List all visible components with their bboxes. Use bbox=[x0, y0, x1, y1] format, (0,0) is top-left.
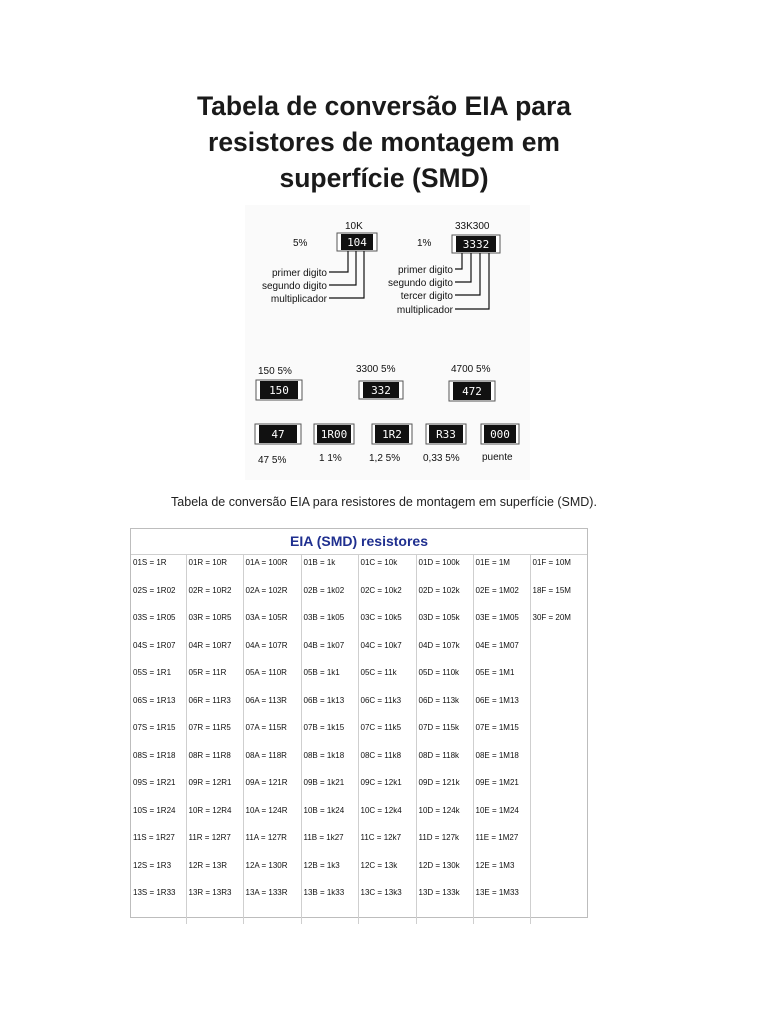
table-cell: 06B = 1k13 bbox=[301, 693, 358, 721]
ex2-label-3: tercer digito bbox=[400, 291, 453, 302]
table-cell: 10E = 1M24 bbox=[473, 803, 530, 831]
row3-bottom-4: 0,33 5% bbox=[423, 453, 460, 464]
table-cell: 03D = 105k bbox=[416, 610, 473, 638]
ex2-label-4: multiplicador bbox=[396, 305, 453, 316]
ex1-value: 10K bbox=[345, 221, 363, 232]
table-cell: 09C = 12k1 bbox=[358, 775, 416, 803]
table-cell: 07A = 115R bbox=[243, 720, 301, 748]
smd-diagram bbox=[245, 205, 530, 480]
eia-code-grid bbox=[131, 555, 587, 924]
table-cell: 07C = 11k5 bbox=[358, 720, 416, 748]
table-cell: 10D = 124k bbox=[416, 803, 473, 831]
table-cell: 08B = 1k18 bbox=[301, 748, 358, 776]
table-cell: 01E = 1M bbox=[473, 555, 530, 583]
table-row bbox=[131, 665, 587, 693]
table-cell bbox=[530, 693, 587, 721]
table-cell: 03B = 1k05 bbox=[301, 610, 358, 638]
ex2-code: 3332 bbox=[462, 238, 490, 251]
row3-bottom-1: 47 5% bbox=[258, 455, 287, 466]
table-cell: 10A = 124R bbox=[243, 803, 301, 831]
table-row bbox=[131, 803, 587, 831]
table-cell: 03C = 10k5 bbox=[358, 610, 416, 638]
table-cell: 09E = 1M21 bbox=[473, 775, 530, 803]
table-cell: 12A = 130R bbox=[243, 858, 301, 886]
table-row bbox=[131, 775, 587, 803]
ex1-tolerance: 5% bbox=[293, 238, 308, 249]
table-cell bbox=[530, 720, 587, 748]
table-cell: 08C = 11k8 bbox=[358, 748, 416, 776]
table-cell bbox=[530, 665, 587, 693]
table-cell: 10S = 1R24 bbox=[131, 803, 186, 831]
table-cell: 07R = 11R5 bbox=[186, 720, 243, 748]
table-cell: 04A = 107R bbox=[243, 638, 301, 666]
row3-code-2: 1R00 bbox=[320, 428, 348, 441]
ex2-value: 33K300 bbox=[455, 221, 490, 232]
table-cell: 11D = 127k bbox=[416, 830, 473, 858]
ex1-code: 104 bbox=[347, 236, 367, 249]
row2-top-2: 3300 5% bbox=[356, 364, 396, 375]
table-cell: 09R = 12R1 bbox=[186, 775, 243, 803]
table-cell: 11E = 1M27 bbox=[473, 830, 530, 858]
table-cell: 06S = 1R13 bbox=[131, 693, 186, 721]
table-cell: 01S = 1R bbox=[131, 555, 186, 583]
table-cell: 02C = 10k2 bbox=[358, 583, 416, 611]
row3-code-1: 47 bbox=[271, 428, 285, 441]
table-cell: 08E = 1M18 bbox=[473, 748, 530, 776]
table-cell: 13C = 13k3 bbox=[358, 885, 416, 924]
table-cell bbox=[530, 748, 587, 776]
table-cell: 13S = 1R33 bbox=[131, 885, 186, 924]
table-cell: 09D = 121k bbox=[416, 775, 473, 803]
table-cell: 05B = 1k1 bbox=[301, 665, 358, 693]
table-cell: 03A = 105R bbox=[243, 610, 301, 638]
table-cell: 09S = 1R21 bbox=[131, 775, 186, 803]
title-line-1: Tabela de conversão EIA para bbox=[196, 91, 572, 121]
table-cell bbox=[530, 830, 587, 858]
table-cell: 04B = 1k07 bbox=[301, 638, 358, 666]
table-row bbox=[131, 583, 587, 611]
table-row bbox=[131, 693, 587, 721]
table-cell: 02E = 1M02 bbox=[473, 583, 530, 611]
smd-code-figure bbox=[245, 205, 530, 480]
row3-code-5: 000 bbox=[490, 428, 510, 441]
table-cell: 12S = 1R3 bbox=[131, 858, 186, 886]
table-cell: 09A = 121R bbox=[243, 775, 301, 803]
table-cell: 08R = 11R8 bbox=[186, 748, 243, 776]
table-cell: 12C = 13k bbox=[358, 858, 416, 886]
table-cell: 11C = 12k7 bbox=[358, 830, 416, 858]
figure-caption: Tabela de conversão EIA para resistores de montagem em superfície (SMD). bbox=[171, 495, 597, 509]
table-cell: 12R = 13R bbox=[186, 858, 243, 886]
table-cell: 08S = 1R18 bbox=[131, 748, 186, 776]
table-cell: 03R = 10R5 bbox=[186, 610, 243, 638]
table-cell: 06D = 113k bbox=[416, 693, 473, 721]
table-cell: 05S = 1R1 bbox=[131, 665, 186, 693]
table-cell bbox=[530, 775, 587, 803]
table-cell: 08D = 118k bbox=[416, 748, 473, 776]
ex1-label-3: multiplicador bbox=[270, 294, 327, 305]
table-cell: 07S = 1R15 bbox=[131, 720, 186, 748]
table-row bbox=[131, 748, 587, 776]
ex2-leader-lines bbox=[455, 253, 489, 309]
row3-code-3: 1R2 bbox=[382, 428, 402, 441]
table-cell: 04R = 10R7 bbox=[186, 638, 243, 666]
table-cell: 02S = 1R02 bbox=[131, 583, 186, 611]
table-cell: 01A = 100R bbox=[243, 555, 301, 583]
table-cell: 01F = 10M bbox=[532, 558, 571, 567]
table-cell: 12E = 1M3 bbox=[473, 858, 530, 886]
table-cell: 04D = 107k bbox=[416, 638, 473, 666]
table-cell: 13B = 1k33 bbox=[301, 885, 358, 924]
table-body bbox=[131, 555, 587, 924]
table-cell: 05E = 1M1 bbox=[473, 665, 530, 693]
table-cell: 13D = 133k bbox=[416, 885, 473, 924]
table-cell: 07E = 1M15 bbox=[473, 720, 530, 748]
table-cell: 07B = 1k15 bbox=[301, 720, 358, 748]
table-cell: 13R = 13R3 bbox=[186, 885, 243, 924]
row2-code-3: 472 bbox=[462, 385, 482, 398]
table-cell: 06R = 11R3 bbox=[186, 693, 243, 721]
table-cell: 02D = 102k bbox=[416, 583, 473, 611]
table-row bbox=[131, 610, 587, 638]
ex1-label-2: segundo digito bbox=[261, 281, 327, 292]
table-cell: 12D = 130k bbox=[416, 858, 473, 886]
table-cell: 11R = 12R7 bbox=[186, 830, 243, 858]
table-row bbox=[131, 638, 587, 666]
table-cell: 10B = 1k24 bbox=[301, 803, 358, 831]
table-cell: 04S = 1R07 bbox=[131, 638, 186, 666]
table-row bbox=[131, 885, 587, 924]
table-cell: 12B = 1k3 bbox=[301, 858, 358, 886]
page-title bbox=[150, 88, 618, 196]
table-cell bbox=[530, 885, 587, 924]
table-cell: 05A = 110R bbox=[243, 665, 301, 693]
ex2-tolerance: 1% bbox=[417, 238, 432, 249]
ex1-label-1: primer digito bbox=[271, 268, 327, 279]
table-cell: 06A = 113R bbox=[243, 693, 301, 721]
table-cell: 05C = 11k bbox=[358, 665, 416, 693]
table-cell: 01D = 100k bbox=[416, 555, 473, 583]
table-cell bbox=[530, 638, 587, 666]
table-cell: 05R = 11R bbox=[186, 665, 243, 693]
table-cell: 11B = 1k27 bbox=[301, 830, 358, 858]
row2-code-2: 332 bbox=[371, 384, 391, 397]
table-cell: 09B = 1k21 bbox=[301, 775, 358, 803]
table-header: EIA (SMD) resistores bbox=[131, 529, 587, 555]
row3-code-4: R33 bbox=[436, 428, 456, 441]
table-cell: 03S = 1R05 bbox=[131, 610, 186, 638]
table-cell: 07D = 115k bbox=[416, 720, 473, 748]
row2-code-1: 150 bbox=[269, 384, 289, 397]
table-row bbox=[131, 830, 587, 858]
row3-bottom-5: puente bbox=[482, 452, 513, 463]
table-cell: 08A = 118R bbox=[243, 748, 301, 776]
table-cell: 18F = 15M bbox=[532, 585, 571, 595]
title-line-2: resistores de montagem em bbox=[208, 127, 560, 157]
ex2-label-2: segundo digito bbox=[387, 278, 453, 289]
table-cell bbox=[530, 803, 587, 831]
ex1-leader-lines bbox=[329, 251, 364, 298]
table-row bbox=[131, 555, 587, 583]
ex2-label-1: primer digito bbox=[397, 265, 453, 276]
table-cell: 03E = 1M05 bbox=[473, 610, 530, 638]
table-cell: 02B = 1k02 bbox=[301, 583, 358, 611]
row3-bottom-2: 1 1% bbox=[319, 453, 342, 464]
table-cell: 05D = 110k bbox=[416, 665, 473, 693]
table-cell: 02A = 102R bbox=[243, 583, 301, 611]
row3-bottom-3: 1,2 5% bbox=[369, 453, 401, 464]
table-cell: 11A = 127R bbox=[243, 830, 301, 858]
table-cell: 11S = 1R27 bbox=[131, 830, 186, 858]
table-cell: 04E = 1M07 bbox=[473, 638, 530, 666]
title-line-3: superfície (SMD) bbox=[279, 163, 489, 193]
table-cell: 10C = 12k4 bbox=[358, 803, 416, 831]
row2-top-1: 150 5% bbox=[258, 366, 292, 377]
table-cell: 01C = 10k bbox=[358, 555, 416, 583]
table-cell: 01B = 1k bbox=[301, 555, 358, 583]
table-cell: 06C = 11k3 bbox=[358, 693, 416, 721]
table-row bbox=[131, 858, 587, 886]
eia-table bbox=[130, 528, 588, 918]
table-cell bbox=[530, 858, 587, 886]
table-cell: 13A = 133R bbox=[243, 885, 301, 924]
table-cell: 30F = 20M bbox=[532, 613, 571, 622]
table-cell: 06E = 1M13 bbox=[473, 693, 530, 721]
row2-top-3: 4700 5% bbox=[451, 364, 491, 375]
table-cell: 01R = 10R bbox=[186, 555, 243, 583]
table-cell: 13E = 1M33 bbox=[473, 885, 530, 924]
table-cell: 04C = 10k7 bbox=[358, 638, 416, 666]
table-cell: 02R = 10R2 bbox=[186, 583, 243, 611]
table-cell: 10R = 12R4 bbox=[186, 803, 243, 831]
table-row bbox=[131, 720, 587, 748]
